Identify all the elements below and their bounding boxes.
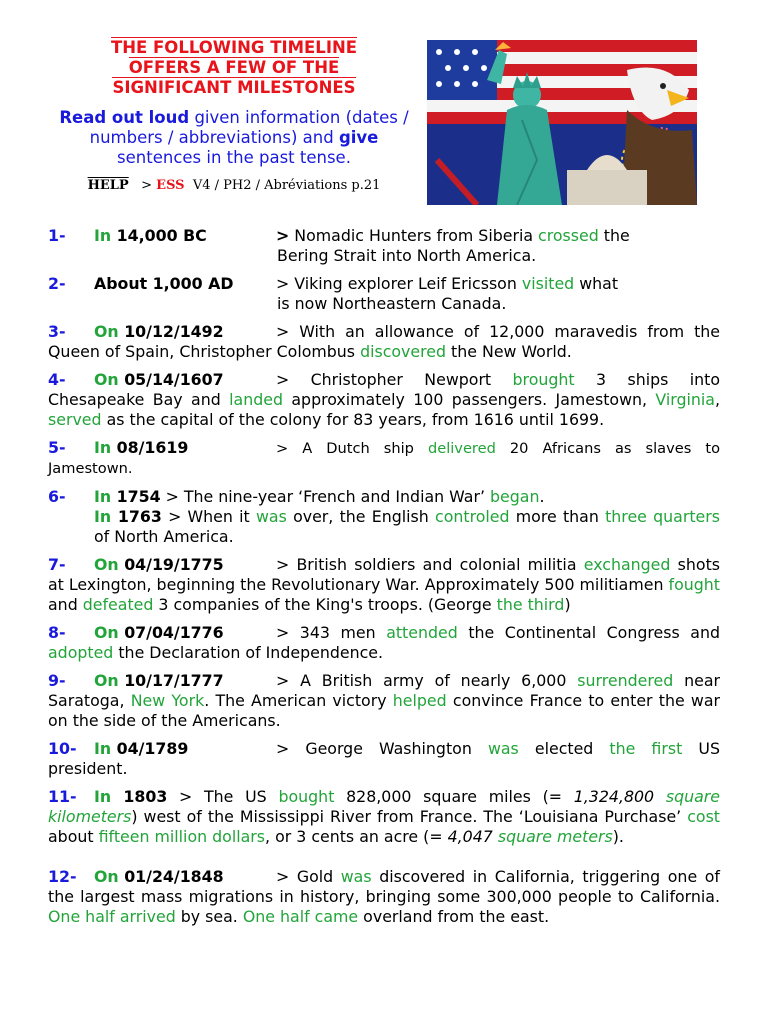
timeline-entry-8: 8- On 07/04/1776 > 343 men attended the Continental Congress and adopted the Declaration of Independence. [48, 623, 720, 662]
e1-text: Nomadic Hunters from Siberia [289, 226, 539, 245]
help-reference-text: V4 / PH2 / Abréviations p.21 [192, 178, 381, 193]
help-separator: > [141, 178, 153, 193]
instr-text-1: given information (dates / numbers / abbreviations) and [89, 108, 409, 147]
help-label: HELP [87, 178, 129, 193]
timeline-entry-7: 7- On 04/19/1775 > British soldiers and colonial militia exchanged shots at Lexington, beginning the Revolutionary War. Approximately 500 militiamen fought and defeated 3 companies of the King's troops. (George the third) [48, 555, 721, 614]
title-line-1: THE FOLLOWING TIMELINE [110, 38, 358, 57]
timeline-entry-4: 4- On 05/14/1607 > Christopher Newport brought 3 ships into Chesapeake Bay and landed approximately 100 passengers. Jamestown, Virginia, served as the capital of the colony for 83 years, from 1616 until 1699. [48, 370, 721, 429]
timeline-list [48, 226, 720, 935]
instructions [48, 108, 420, 168]
title-line-3: SIGNIFICANT MILESTONES [112, 78, 356, 97]
timeline-entry-6: 6- In 1754 > The nine-year ‘French and Indian War’ began. In 1763 > When it was over, the English controled more than three quarters of North America. [48, 487, 720, 546]
help-reference [48, 178, 420, 193]
worksheet-header [48, 38, 420, 193]
patriotic-banner-image [427, 40, 697, 205]
timeline-entry-10: 10- In 04/1789 > George Washington was elected the first US president. [48, 739, 720, 778]
timeline-entry-9: 9- On 10/17/1777 > A British army of nearly 6,000 surrendered near Saratoga, New York. The American victory helped convince France to enter the war on the side of the Americans. [48, 671, 720, 730]
timeline-entry-5: 5- In 08/1619 > A Dutch ship delivered 20 Africans as slaves to Jamestown. [48, 438, 721, 477]
instr-text-2: sentences in the past tense. [117, 148, 351, 167]
help-ess: ESS [156, 178, 185, 193]
flag-waving-bottom-left [427, 150, 487, 205]
instr-emphasis-2: give [338, 128, 379, 147]
timeline-entry-2: 2- About 1,000 AD > Viking explorer Leif Ericsson visited what is now Northeastern Canada. [48, 274, 619, 313]
instr-emphasis-1: Read out loud [59, 108, 190, 127]
statue-of-liberty-eagle-illustration [427, 40, 697, 205]
timeline-entry-1: 1- In 14,000 BC > Nomadic Hunters from Siberia crossed the Bering Strait into North America. [48, 226, 630, 265]
timeline-entry-3: 3- On 10/12/1492 > With an allowance of 12,000 maravedis from the Queen of Spain, Christopher Colombus discovered the New World. [48, 322, 720, 361]
title-line-2: OFFERS A FEW OF THE [128, 58, 340, 77]
timeline-entry-12: 12- On 01/24/1848 > Gold was discovered in California, triggering one of the largest mass migrations in history, bringing some 300,000 people to California. One half arrived by sea. One half came overland from the east. [48, 867, 720, 926]
timeline-entry-11: 11- In 1803 > The US bought 828,000 square miles (= 1,324,800 square kilometers) west of the Mississippi River from France. The ‘Louisiana Purchase’ cost about fifteen million dollars, or 3 cents an acre (= 4,047 square meters). [48, 787, 721, 846]
page-title [48, 38, 420, 98]
